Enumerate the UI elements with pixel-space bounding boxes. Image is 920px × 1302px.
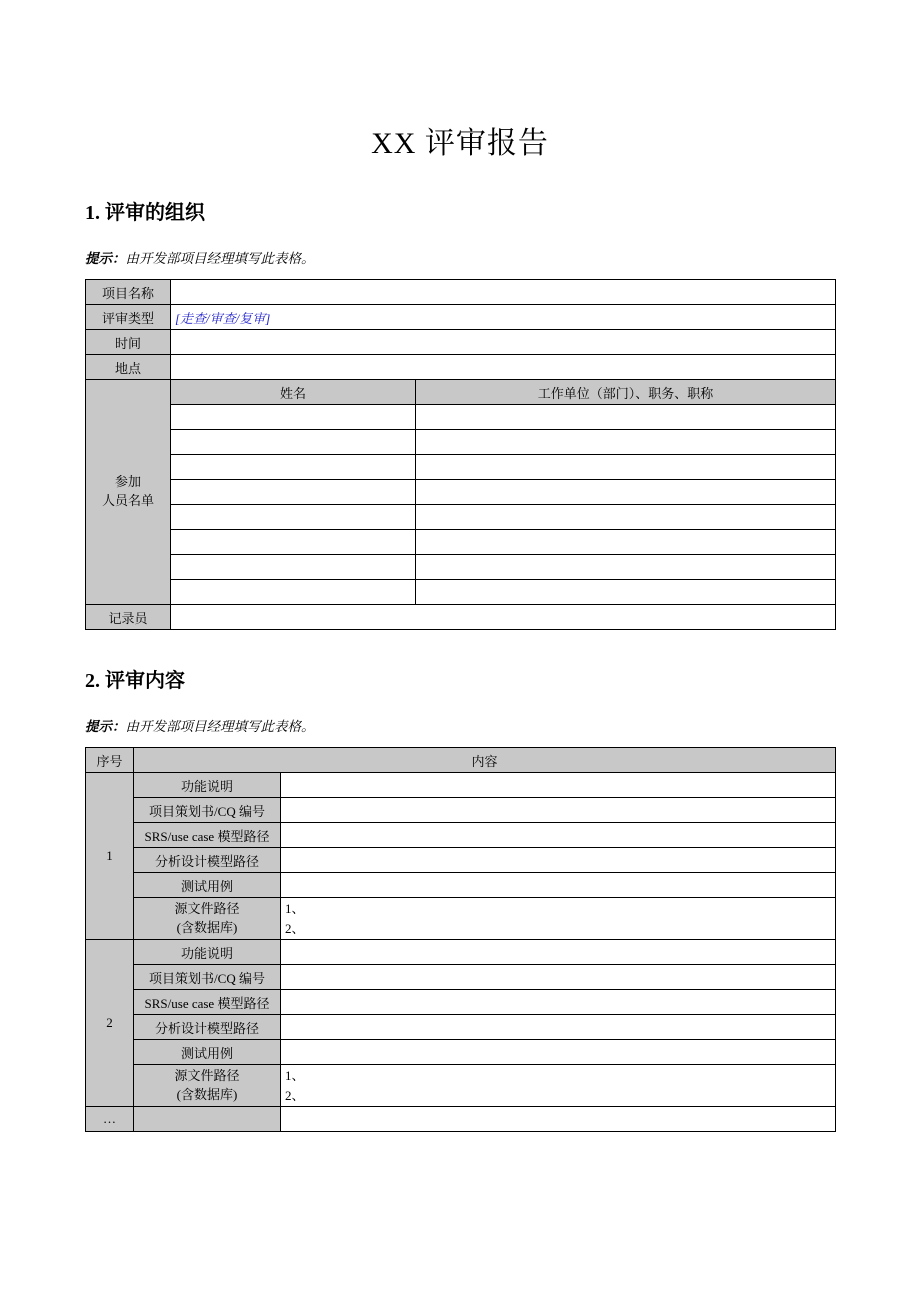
participant-name-cell[interactable] <box>171 405 416 430</box>
source-path-sub-label: (含数据库) <box>176 1086 238 1102</box>
item-value-ellipsis[interactable] <box>281 1107 836 1132</box>
participant-unit-cell[interactable] <box>416 430 836 455</box>
item-value-function-desc[interactable] <box>281 940 836 965</box>
section-hint-1 <box>85 247 835 267</box>
participant-unit-cell[interactable] <box>416 480 836 505</box>
item-value-plan-cq[interactable] <box>281 965 836 990</box>
content-header-seq: 序号 <box>86 748 134 773</box>
participant-unit-cell[interactable] <box>416 530 836 555</box>
table-row <box>86 848 836 873</box>
table-row <box>86 898 836 940</box>
table-row <box>86 330 836 355</box>
row-label-review-type: 评审类型 <box>86 305 171 330</box>
table-row <box>86 355 836 380</box>
item-seq-ellipsis: … <box>86 1107 134 1132</box>
table-row <box>86 1107 836 1132</box>
section-hint-2 <box>85 715 835 735</box>
item-value-source-path[interactable] <box>281 898 836 940</box>
table-row <box>86 605 836 630</box>
row-value-recorder[interactable] <box>171 605 836 630</box>
item-label-function-desc: 功能说明 <box>134 773 281 798</box>
item-value-design-path[interactable] <box>281 1015 836 1040</box>
participant-unit-cell[interactable] <box>416 580 836 605</box>
row-label-recorder: 记录员 <box>86 605 171 630</box>
participant-name-cell[interactable] <box>171 580 416 605</box>
section-title-1: 评审的组织 <box>105 202 205 224</box>
hint-label-2: 提示： <box>85 719 126 734</box>
table-row <box>86 965 836 990</box>
item-label-ellipsis <box>134 1107 281 1132</box>
review-content-table <box>85 747 836 1132</box>
section-title-2: 评审内容 <box>105 670 185 692</box>
item-label-source-path <box>134 1065 281 1107</box>
item-label-design-path: 分析设计模型路径 <box>134 848 281 873</box>
item-seq-1: 1 <box>86 773 134 940</box>
table-row <box>86 1040 836 1065</box>
source-line-1: 1、 <box>285 901 305 916</box>
row-label-participants <box>86 380 171 605</box>
table-row <box>86 873 836 898</box>
section-heading-2 <box>85 664 835 693</box>
table-row <box>86 1065 836 1107</box>
section-number-2: 2. <box>85 670 100 692</box>
item-value-srs-path[interactable] <box>281 990 836 1015</box>
item-seq-2: 2 <box>86 940 134 1107</box>
item-value-plan-cq[interactable] <box>281 798 836 823</box>
item-label-plan-cq: 项目策划书/CQ 编号 <box>134 798 281 823</box>
participant-name-cell[interactable] <box>171 430 416 455</box>
participant-unit-cell[interactable] <box>416 405 836 430</box>
item-value-design-path[interactable] <box>281 848 836 873</box>
item-value-source-path[interactable] <box>281 1065 836 1107</box>
table-row <box>86 798 836 823</box>
content-header-content: 内容 <box>134 748 836 773</box>
section-number-1: 1. <box>85 202 100 224</box>
participants-header-unit: 工作单位（部门）、职务、职称 <box>416 380 836 405</box>
page-title: XX 评审报告 <box>371 127 549 160</box>
table-row <box>86 505 836 530</box>
item-label-plan-cq: 项目策划书/CQ 编号 <box>134 965 281 990</box>
table-row <box>86 940 836 965</box>
table-row <box>86 990 836 1015</box>
row-value-time[interactable] <box>171 330 836 355</box>
item-label-srs-path: SRS/use case 模型路径 <box>134 823 281 848</box>
table-row <box>86 555 836 580</box>
item-label-source-path <box>134 898 281 940</box>
row-value-review-type[interactable]: [走查/审查/复审] <box>171 305 836 330</box>
participant-unit-cell[interactable] <box>416 505 836 530</box>
participant-name-cell[interactable] <box>171 455 416 480</box>
item-label-function-desc: 功能说明 <box>134 940 281 965</box>
table-row <box>86 305 836 330</box>
section-heading-1 <box>85 196 835 225</box>
table-row <box>86 580 836 605</box>
source-line-1: 1、 <box>285 1068 305 1083</box>
source-path-label: 源文件路径 <box>174 1067 240 1083</box>
item-label-design-path: 分析设计模型路径 <box>134 1015 281 1040</box>
source-path-sub-label: (含数据库) <box>176 919 238 935</box>
participant-name-cell[interactable] <box>171 530 416 555</box>
review-organization-table <box>85 279 836 630</box>
item-label-srs-path: SRS/use case 模型路径 <box>134 990 281 1015</box>
table-row <box>86 405 836 430</box>
table-row <box>86 455 836 480</box>
hint-label-1: 提示： <box>85 251 126 266</box>
participants-label-line1: 参加 <box>114 474 141 490</box>
participant-name-cell[interactable] <box>171 555 416 580</box>
table-row <box>86 380 836 405</box>
table-row <box>86 430 836 455</box>
row-label-project-name: 项目名称 <box>86 280 171 305</box>
hint-text-2: 由开发部项目经理填写此表格。 <box>125 719 315 734</box>
source-path-label: 源文件路径 <box>174 900 240 916</box>
participant-name-cell[interactable] <box>171 505 416 530</box>
item-value-function-desc[interactable] <box>281 773 836 798</box>
participant-unit-cell[interactable] <box>416 555 836 580</box>
source-line-2: 2、 <box>285 1087 305 1103</box>
participant-name-cell[interactable] <box>171 480 416 505</box>
table-row <box>86 480 836 505</box>
item-value-srs-path[interactable] <box>281 823 836 848</box>
hint-text-1: 由开发部项目经理填写此表格。 <box>125 251 315 266</box>
row-label-place: 地点 <box>86 355 171 380</box>
source-line-2: 2、 <box>285 920 305 936</box>
table-row <box>86 280 836 305</box>
participants-header-name: 姓名 <box>171 380 416 405</box>
table-row <box>86 773 836 798</box>
item-value-test-case[interactable] <box>281 1040 836 1065</box>
table-row <box>86 748 836 773</box>
item-value-test-case[interactable] <box>281 873 836 898</box>
table-row <box>86 530 836 555</box>
participant-unit-cell[interactable] <box>416 455 836 480</box>
item-label-test-case: 测试用例 <box>134 873 281 898</box>
item-label-test-case: 测试用例 <box>134 1040 281 1065</box>
row-value-place[interactable] <box>171 355 836 380</box>
row-label-time: 时间 <box>86 330 171 355</box>
table-row <box>86 823 836 848</box>
participants-label-line2: 人员名单 <box>101 493 154 508</box>
table-row <box>86 1015 836 1040</box>
row-value-project-name[interactable] <box>171 280 836 305</box>
